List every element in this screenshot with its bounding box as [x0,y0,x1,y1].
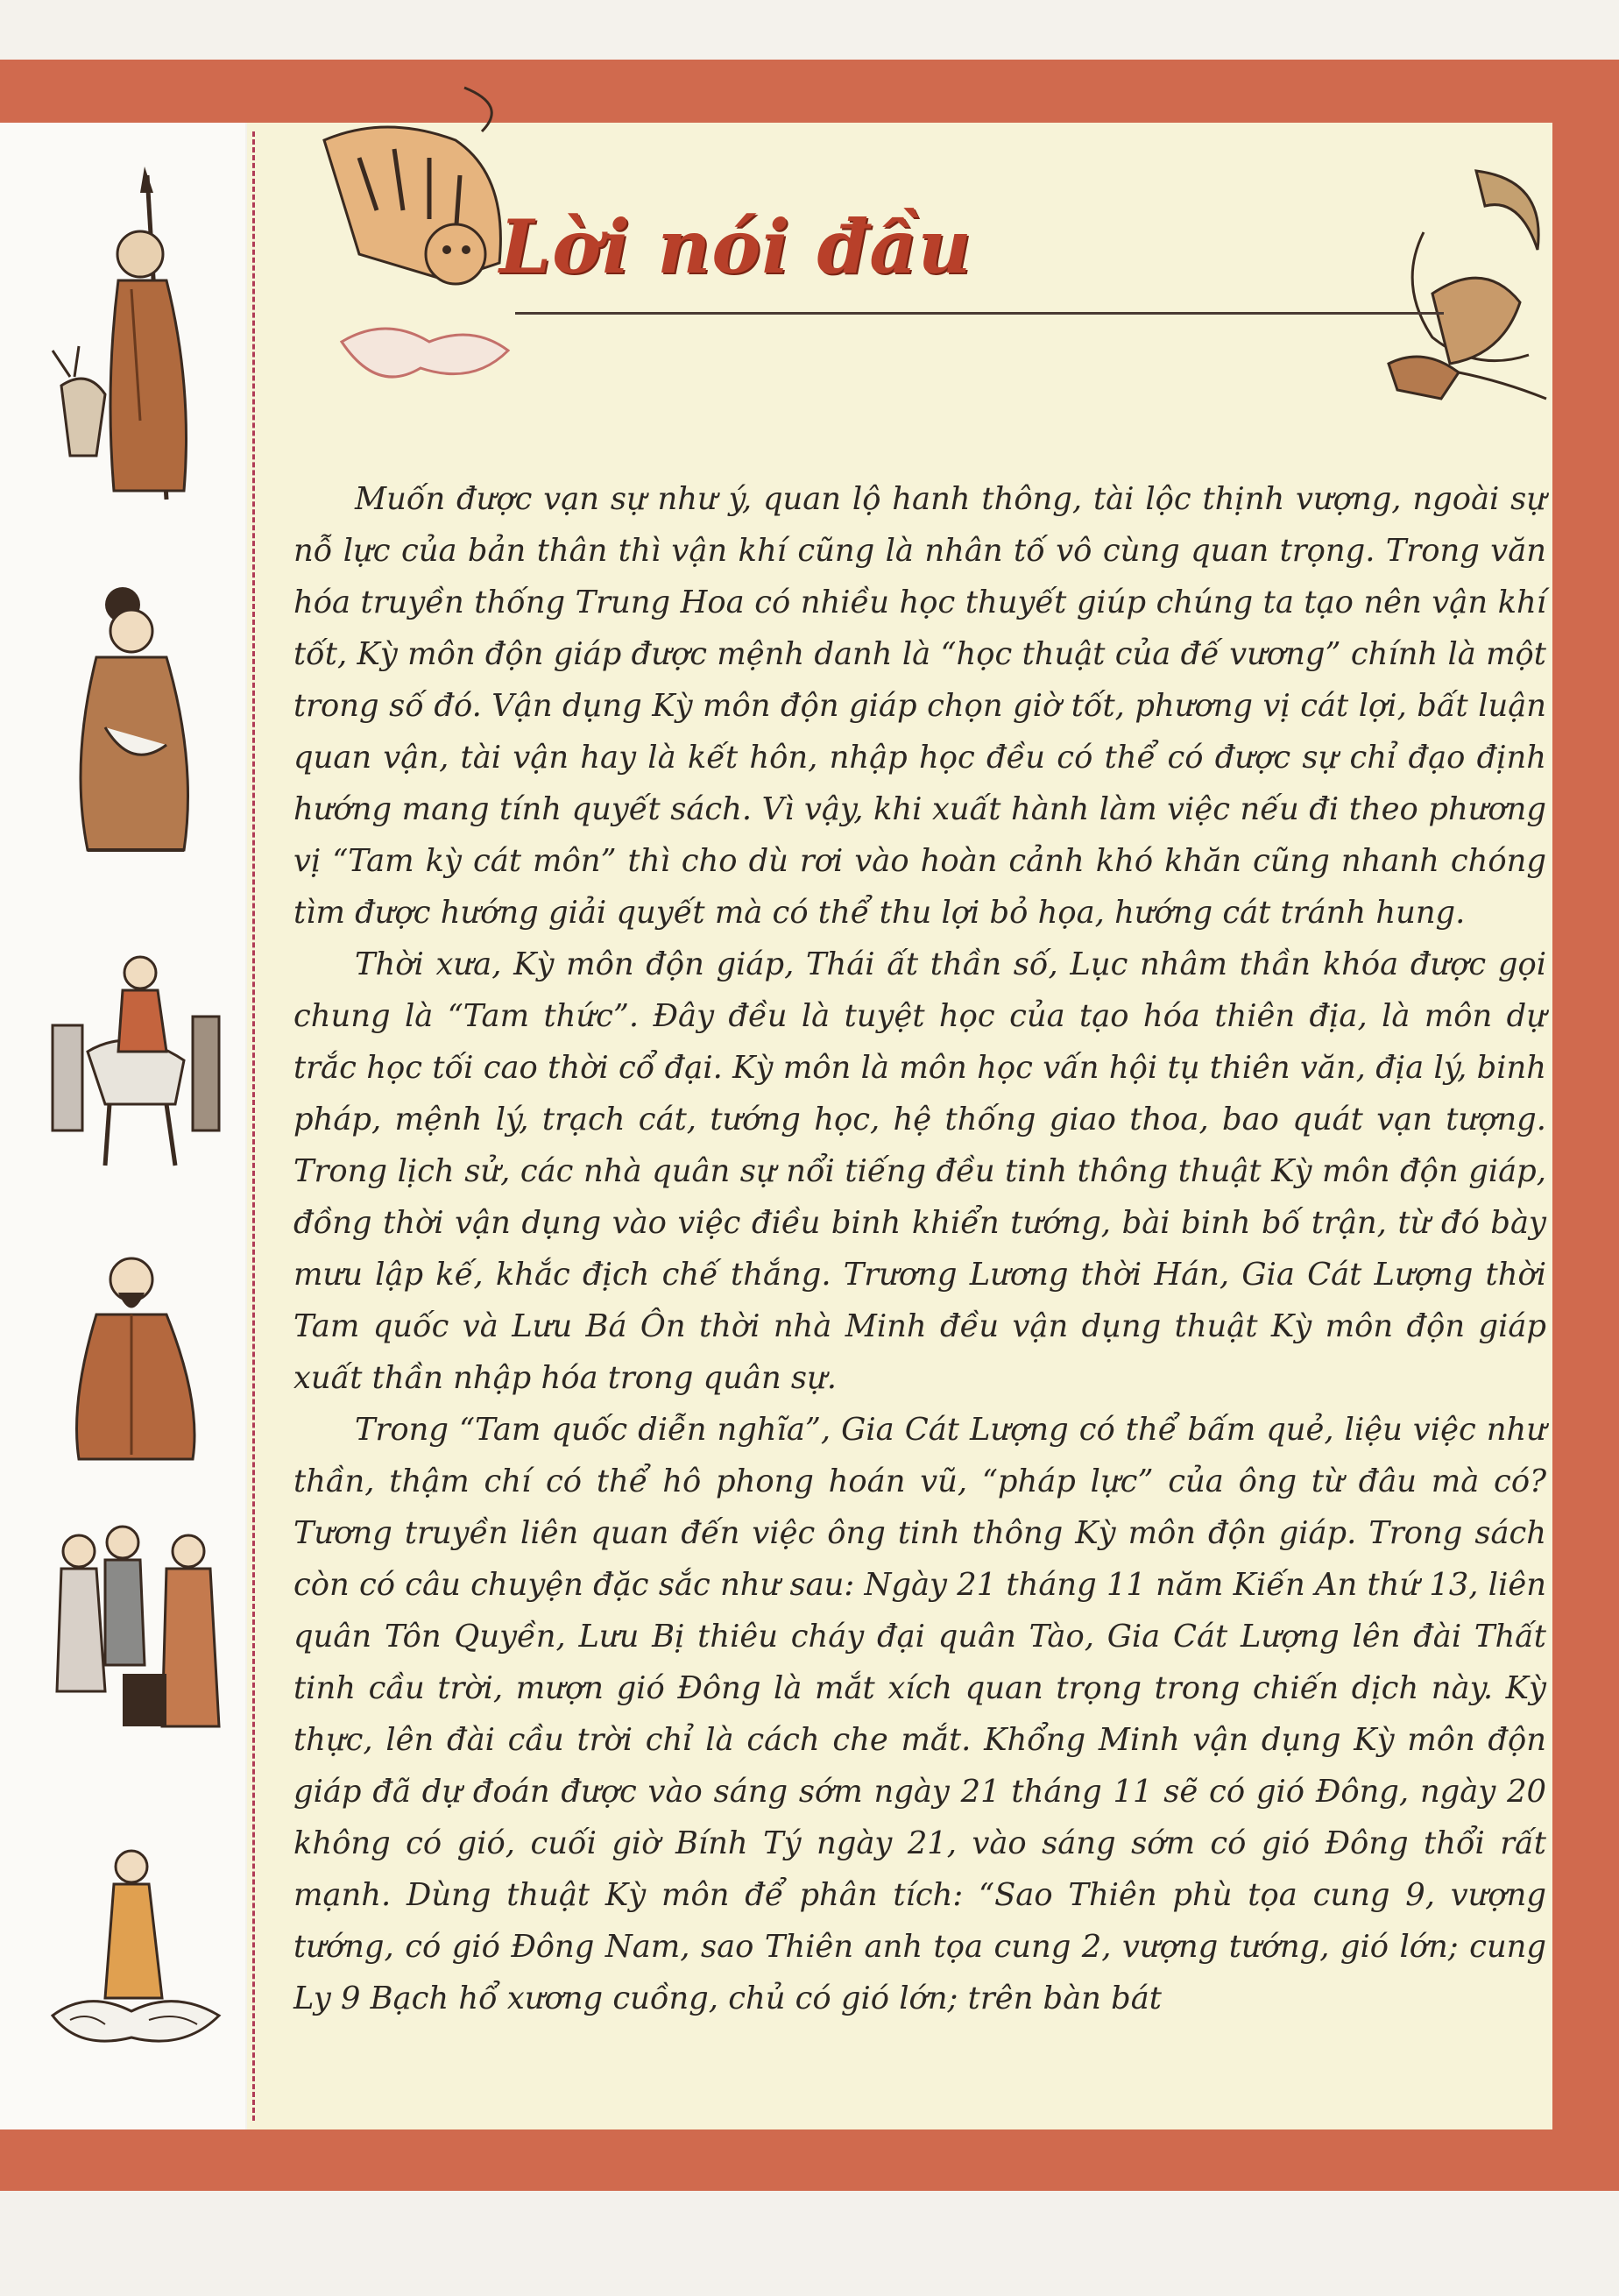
top-border-band [0,60,1619,123]
title-underline [515,312,1444,315]
scholar-with-beard-illustration [35,1244,228,1463]
page-title: Lời nói đầu [499,203,972,290]
body-text [293,473,1546,2024]
bottom-border-band [0,2129,1619,2191]
merchants-trading-illustration [35,1516,228,1753]
lady-in-robe-illustration [35,570,228,859]
paragraph-2: Thời xưa, Kỳ môn độn giáp, Thái ất thần số, Lục nhâm thần khóa được gọi chung là “Tam thức”. Đây đều là tuyệt học của tạo hóa thiên địa, là môn dự trắc học tối cao thời cổ đại. Kỳ môn là môn học vấn hội tụ thiên văn, địa lý, binh pháp, mệnh lý, trạch cát, tướng học, hệ thống giao thoa, bao quát vạn tượng. Trong lịch sử, các nhà quân sự nổi tiếng đều tinh thông thuật Kỳ môn độn giáp, đồng thời vận dụng vào việc điều binh khiển tướng, bài binh bố trận, từ đó bày mưu lập kế, khắc địch chế thắng. Trương Lương thời Hán, Gia Cát Lượng thời Tam quốc và Lưu Bá Ôn thời nhà Minh đều vận dụng thuật Kỳ môn độn giáp xuất thần nhập hóa trong quân sự. [293,946,1546,1396]
phoenix-illustration [1371,162,1564,416]
dashed-divider [252,131,255,2121]
page-margin-bottom [0,2191,1619,2296]
sage-with-deer-illustration [35,158,228,508]
immortal-on-cloud-illustration [35,1840,228,2059]
rider-on-horse-illustration [35,929,228,1174]
paragraph-3: Trong “Tam quốc diễn nghĩa”, Gia Cát Lượng có thể bấm quẻ, liệu việc như thần, thậm chí có thể hô phong hoán vũ, “pháp lực” của ông từ đâu mà có? Tương truyền liên quan đến việc ông tinh thông Kỳ môn độn giáp. Trong sách còn có câu chuyện đặc sắc như sau: Ngày 21 tháng 11 năm Kiến An thứ 13, liên quân Tôn Quyền, Lưu Bị thiêu cháy đại quân Tào, Gia Cát Lượng lên đài Thất tinh cầu trời, mượn gió Đông là mắt xích quan trọng trong chiến dịch này. Kỳ thực, lên đài cầu trời chỉ là cách che mắt. Khổng Minh vận dụng Kỳ môn độn giáp đã dự đoán được vào sáng sớm ngày 21 tháng 11 sẽ có gió Đông, ngày 20 không có gió, cuối giờ Bính Tý ngày 21, vào sáng sớm có gió Đông thổi rất mạnh. Dùng thuật Kỳ môn để phân tích: “Sao Thiên phù tọa cung 9, vượng tướng, có gió Đông Nam, sao Thiên anh tọa cung 2, vượng tướng, gió lớn; cung Ly 9 Bạch hổ xương cuồng, chủ có gió lớn; trên bàn bát [293,1412,1546,2016]
paragraph-1: Muốn được vạn sự như ý, quan lộ hanh thông, tài lộc thịnh vượng, ngoài sự nỗ lực của bản thân thì vận khí cũng là nhân tố vô cùng quan trọng. Trong văn hóa truyền thống Trung Hoa có nhiều học thuyết giúp chúng ta tạo nên vận khí tốt, Kỳ môn độn giáp được mệnh danh là “học thuật của đế vương” chính là một trong số đó. Vận dụng Kỳ môn độn giáp chọn giờ tốt, phương vị cát lợi, bất luận quan vận, tài vận hay là kết hôn, nhập học đều có thể có được sự chỉ đạo định hướng mang tính quyết sách. Vì vậy, khi xuất hành làm việc nếu đi theo phương vị “Tam kỳ cát môn” thì cho dù rơi vào hoàn cảnh khó khăn cũng nhanh chóng tìm được hướng giải quyết mà có thể thu lợi bỏ họa, hướng cát tránh hung. [293,481,1546,931]
